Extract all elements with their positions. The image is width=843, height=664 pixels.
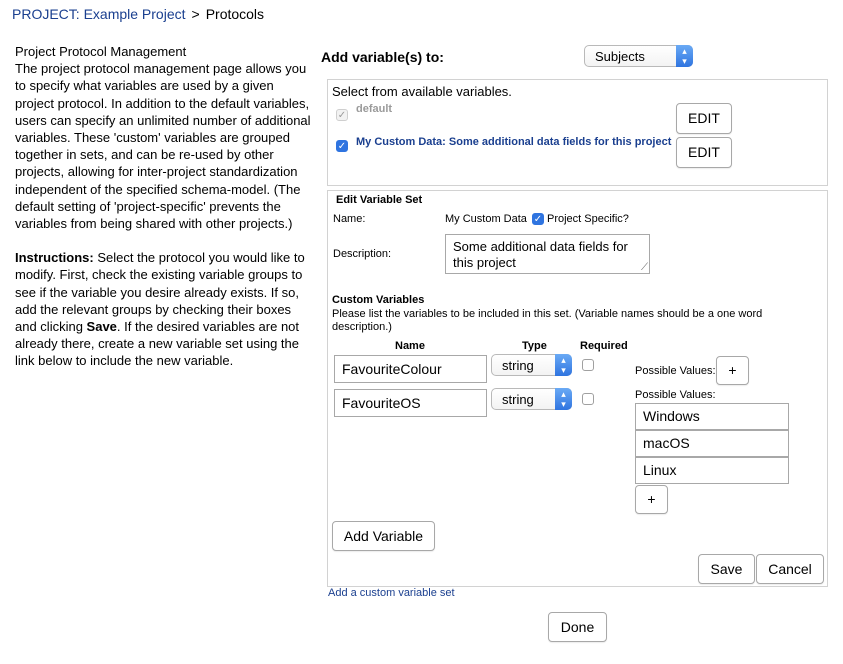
instructions-save: Save bbox=[86, 319, 117, 335]
custom-variables-title: Custom Variables bbox=[332, 294, 425, 306]
custom-variables-help: Please list the variables to be included in this set. (Variable names should be a one word description.) bbox=[332, 308, 763, 333]
breadcrumb bbox=[12, 6, 264, 22]
custom-set-checkbox[interactable]: ✓ bbox=[337, 141, 347, 152]
save-button[interactable]: Save bbox=[698, 554, 755, 584]
available-variables-panel bbox=[327, 79, 828, 186]
breadcrumb-separator: > bbox=[191, 6, 200, 22]
select-arrows-icon: ▴ ▾ bbox=[676, 45, 693, 67]
add-custom-variable-set-link[interactable]: Add a custom variable set bbox=[328, 587, 455, 599]
description-label: Description: bbox=[333, 248, 392, 260]
select-arrows-icon: ▴ ▾ bbox=[555, 354, 572, 376]
default-set-label: default bbox=[356, 103, 393, 115]
possible-value-input[interactable]: Linux bbox=[635, 457, 789, 484]
default-set-checkbox: ✓ bbox=[337, 110, 347, 121]
possible-value-input[interactable]: Windows bbox=[635, 403, 789, 430]
add-to-label: Add variable(s) to: bbox=[321, 49, 444, 65]
description-textarea[interactable] bbox=[445, 234, 650, 274]
add-to-select[interactable] bbox=[584, 45, 693, 67]
add-possible-value-button[interactable]: + bbox=[716, 356, 749, 385]
instructions-text-1: Select the protocol you would like to modify. First, check the existing variable groups to see if the variable you desire already exists. If so, add the relevant groups by checking their boxes and clicking bbox=[15, 250, 305, 335]
column-name-header: Name bbox=[395, 340, 425, 352]
intro-column bbox=[15, 43, 313, 370]
instructions-label: Instructions: bbox=[15, 250, 94, 266]
instructions bbox=[15, 249, 313, 369]
description-value: Some additional data fields for this project bbox=[453, 239, 628, 270]
variable-type-value: string bbox=[502, 392, 534, 407]
possible-values-label: Possible Values: bbox=[635, 389, 716, 401]
cancel-button[interactable]: Cancel bbox=[756, 554, 824, 584]
edit-default-set-button[interactable]: EDIT bbox=[676, 103, 732, 134]
intro-heading: Project Protocol Management bbox=[15, 44, 187, 59]
breadcrumb-project-link[interactable]: PROJECT: Example Project bbox=[12, 6, 186, 22]
breadcrumb-current: Protocols bbox=[205, 6, 265, 22]
project-specific-label: Project Specific? bbox=[547, 213, 629, 225]
variable-type-select[interactable] bbox=[491, 388, 572, 410]
column-type-header: Type bbox=[522, 340, 547, 352]
edit-custom-set-button[interactable]: EDIT bbox=[676, 137, 732, 168]
edit-variable-set-panel bbox=[327, 190, 828, 587]
done-button[interactable]: Done bbox=[548, 612, 607, 642]
select-arrows-icon: ▴ ▾ bbox=[555, 388, 572, 410]
variable-name-input[interactable]: FavouriteOS bbox=[334, 389, 487, 417]
variable-required-checkbox[interactable] bbox=[582, 393, 594, 405]
available-title: Select from available variables. bbox=[332, 84, 512, 99]
project-specific-checkbox[interactable]: ✓ bbox=[533, 214, 543, 225]
name-value: My Custom Data bbox=[445, 213, 527, 225]
custom-set-label: My Custom Data: Some additional data fields for this project bbox=[356, 136, 672, 148]
name-label: Name: bbox=[333, 213, 366, 225]
intro-body: The project protocol management page allows you to specify what variables are used by a given project protocol. In addition to the default variables, users can specify an unlimited number of additional variables. These 'custom' variables are grouped together in sets, and can be re-used by other projects, allowing for inter-project standardization independent of the specified schema-model. (The default setting of 'project-specific' prevents the variables from being shared with other projects.) bbox=[15, 61, 311, 232]
variable-name-input[interactable]: FavouriteColour bbox=[334, 355, 487, 383]
add-to-select-value: Subjects bbox=[595, 49, 645, 64]
column-required-header: Required bbox=[580, 340, 628, 352]
resize-handle-icon[interactable]: ⟋ bbox=[641, 262, 648, 273]
variable-type-value: string bbox=[502, 358, 534, 373]
possible-value-input[interactable]: macOS bbox=[635, 430, 789, 457]
edit-set-title: Edit Variable Set bbox=[336, 194, 423, 206]
variable-required-checkbox[interactable] bbox=[582, 359, 594, 371]
variable-type-select[interactable] bbox=[491, 354, 572, 376]
instructions-text-2: . If the desired variables are not already there, create a new variable set using the link below to include the new variable. bbox=[15, 319, 300, 369]
add-possible-value-button[interactable]: + bbox=[635, 485, 668, 514]
add-variable-button[interactable]: Add Variable bbox=[332, 521, 435, 551]
possible-values-label: Possible Values: bbox=[635, 365, 716, 377]
